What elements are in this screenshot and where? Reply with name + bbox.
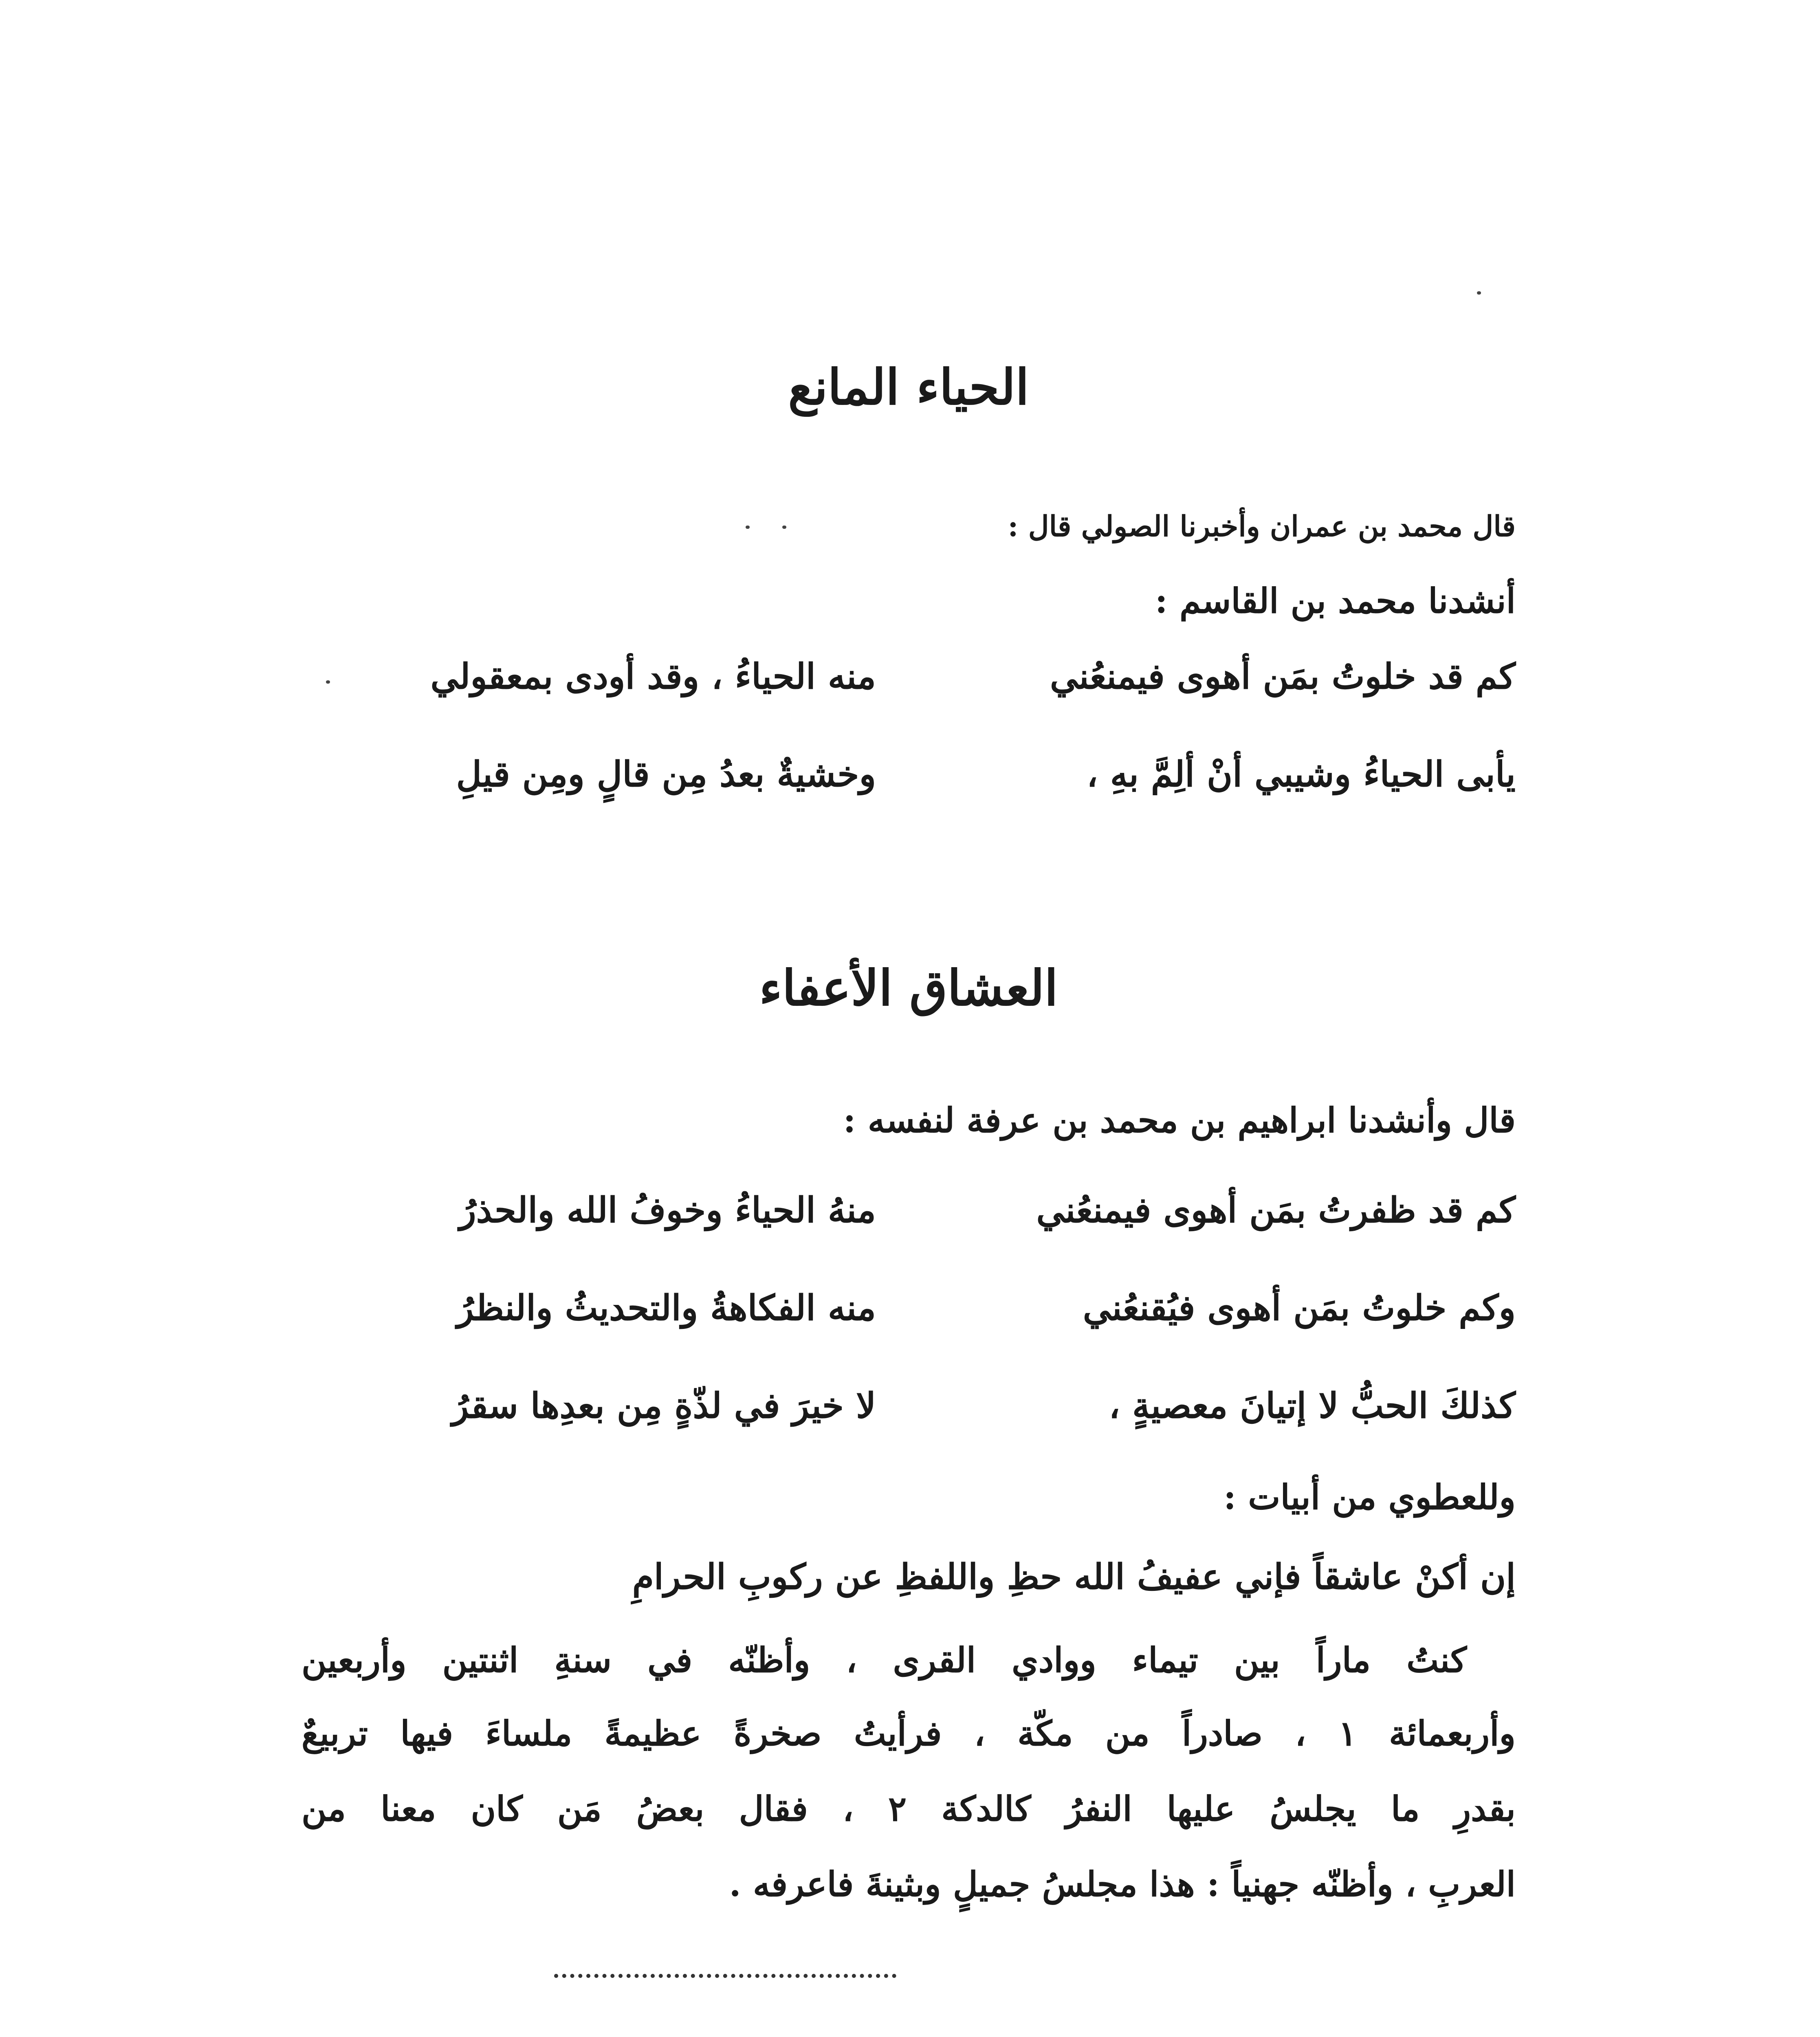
verse-hemistich-first: كم قد خلوتُ بمَن أهوى فيمنعُني: [1050, 656, 1516, 697]
verse-line: [301, 1385, 1516, 1438]
otaibi-intro: وللعطوي من أبيات :: [1224, 1477, 1516, 1517]
verse-line: [301, 754, 1516, 807]
prose-line: بقدرِ ما يجلسُ عليها النفرُ كالدكة ٢ ، فقال بعضُ مَن كان معنا من: [301, 1788, 1516, 1829]
verse-line: [301, 656, 1516, 709]
verse-hemistich-first: كذلكَ الحبُّ لا إتيانَ معصيةٍ ،: [1109, 1385, 1516, 1426]
verse-line: [301, 1190, 1516, 1243]
otaibi-verse: إن أكنْ عاشقاً فإني عفيفُ الله حظِ واللفظِ عن ركوبِ الحرامِ: [632, 1556, 1516, 1597]
verse-line: [301, 1287, 1516, 1340]
section-title-ushaq: العشاق الأعفاء: [759, 959, 1058, 1017]
book-page: [301, 0, 1516, 2037]
recitation-intro: قال وأنشدنا ابراهيم بن محمد بن عرفة لنفسه :: [843, 1100, 1516, 1140]
scan-speck: [746, 526, 750, 529]
verse-hemistich-first: كم قد ظفرتُ بمَن أهوى فيمنعُني: [1036, 1190, 1516, 1231]
verse-hemistich-second: منه الفكاهةُ والتحديثُ والنظرُ: [457, 1287, 876, 1329]
prose-line: وأربعمائة ١ ، صادراً من مكّة ، فرأيتُ صخرةً عظيمةً ملساءَ فيها تربيعٌ: [301, 1713, 1516, 1753]
verse-hemistich-second: منه الحياءُ ، وقد أودى بمعقولي: [430, 656, 876, 697]
verse-hemistich-second: لا خيرَ في لذّةٍ مِن بعدِها سقرُ: [451, 1385, 876, 1426]
recitation-intro: أنشدنا محمد بن القاسم :: [1155, 581, 1516, 621]
narration-line: قال محمد بن عمران وأخبرنا الصولي قال :: [1008, 509, 1516, 543]
scan-speck: [1477, 291, 1481, 295]
verse-hemistich-second: وخشيةٌ بعدُ مِن قالٍ ومِن قيلِ: [456, 754, 876, 795]
scan-speck: [782, 526, 786, 529]
verse-hemistich-second: منهُ الحياءُ وخوفُ الله والحذرُ: [459, 1190, 876, 1231]
verse-hemistich-first: وكم خلوتُ بمَن أهوى فيُقنعُني: [1083, 1287, 1516, 1329]
footnote-separator: [554, 1974, 896, 1978]
scan-speck: [326, 680, 330, 684]
verse-hemistich-first: يأبى الحياءُ وشيبي أنْ ألِمَّ بهِ ،: [1087, 754, 1516, 795]
prose-line: العربِ ، وأظنّه جهنياً : هذا مجلسُ جميلٍ وبثينةَ فاعرفه .: [729, 1864, 1516, 1904]
prose-line: كنتُ ماراً بين تيماء ووادي القرى ، وأظنّه في سنةِ اثنتين وأربعين: [301, 1640, 1467, 1680]
section-title-haya: الحياء المانع: [788, 359, 1029, 416]
